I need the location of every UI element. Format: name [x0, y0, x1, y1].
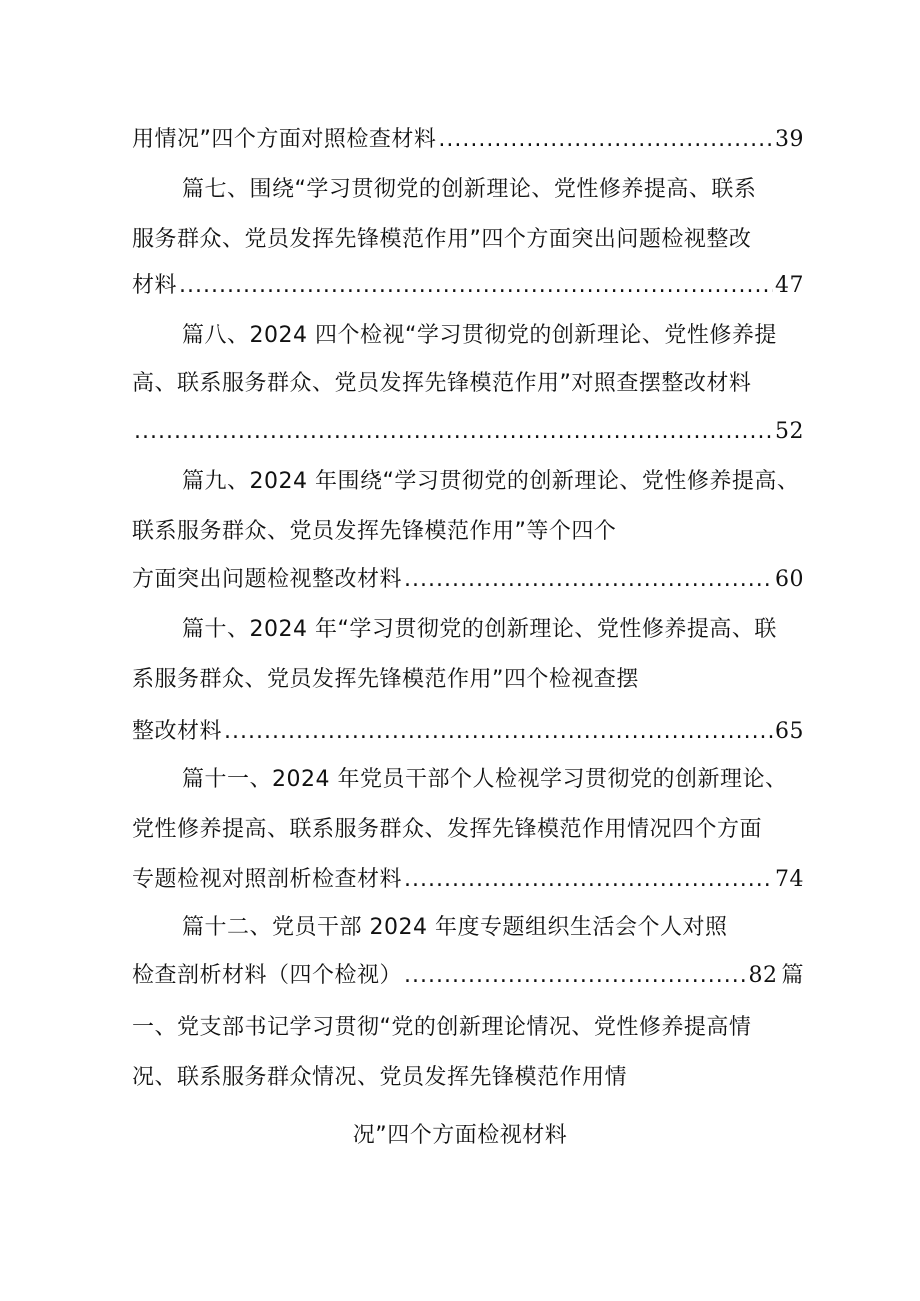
- toc-page-number: 47: [775, 273, 804, 298]
- toc-leader-dots: [134, 414, 773, 450]
- toc-leader-dots: [224, 714, 773, 750]
- article-prefix: 篇: [781, 963, 804, 988]
- toc-entry-11-line-1[interactable]: 篇十一、2024 年党员干部个人检视学习贯彻党的创新理论、: [182, 767, 788, 792]
- toc-leader-dots: [438, 122, 773, 158]
- toc-entry-8-line-1[interactable]: 篇八、2024 四个检视“学习贯彻党的创新理论、党性修养提: [182, 323, 777, 348]
- toc-leader-dots: [404, 862, 773, 898]
- article-1-heading-line-1: 一、党支部书记学习贯彻“党的创新理论情况、党性修养提高情: [132, 1015, 752, 1040]
- toc-entry-text: 整改材料: [132, 719, 223, 744]
- toc-entry-10-line-2[interactable]: 系服务群众、党员发挥先锋模范作用”四个检视查摆: [132, 667, 639, 692]
- toc-entry-10-line-3[interactable]: [132, 714, 804, 750]
- toc-leader-dots: [404, 562, 773, 598]
- toc-entry-text: 专题检视对照剖析检查材料: [132, 867, 403, 892]
- toc-entry-8-line-3[interactable]: [132, 414, 804, 450]
- toc-entry-9-line-3[interactable]: [132, 562, 804, 598]
- toc-entry-text: 材料: [132, 273, 178, 298]
- toc-entry-8-line-2[interactable]: 高、联系服务群众、党员发挥先锋模范作用”对照查摆整改材料: [132, 371, 752, 396]
- toc-entry-12-line-2[interactable]: [132, 958, 804, 994]
- toc-leader-dots: [404, 958, 746, 994]
- toc-entry-9-line-2[interactable]: 联系服务群众、党员发挥先锋模范作用”等个四个: [132, 519, 617, 544]
- toc-page-number: 65: [775, 719, 804, 744]
- toc-entry-11-line-2[interactable]: 党性修养提高、联系服务群众、发挥先锋模范作用情况四个方面: [132, 817, 763, 842]
- toc-entry-text: 检查剖析材料（四个检视）: [132, 963, 403, 988]
- toc-entry-9-line-1[interactable]: 篇九、2024 年围绕“学习贯彻党的创新理论、党性修养提高、: [182, 469, 800, 494]
- toc-page-number: 82: [748, 963, 778, 988]
- toc-page-number: 52: [775, 419, 804, 444]
- toc-entry-7-line-1[interactable]: 篇七、围绕“学习贯彻党的创新理论、党性修养提高、联系: [182, 177, 757, 202]
- toc-entry-10-line-1[interactable]: 篇十、2024 年“学习贯彻党的创新理论、党性修养提高、联: [182, 617, 777, 642]
- toc-page-number: 74: [775, 867, 804, 892]
- toc-entry-6-tail[interactable]: [132, 122, 804, 158]
- toc-page-number: 60: [775, 567, 804, 592]
- toc-entry-7-line-3[interactable]: [132, 268, 804, 304]
- toc-leader-dots: [179, 268, 773, 304]
- article-1-title-tail: 况”四个方面检视材料: [352, 1123, 568, 1148]
- article-1-heading-line-2: 况、联系服务群众情况、党员发挥先锋模范作用情: [132, 1065, 628, 1090]
- toc-page-number: 39: [775, 127, 804, 152]
- toc-entry-12-line-1[interactable]: 篇十二、党员干部 2024 年度专题组织生活会个人对照: [182, 915, 728, 940]
- toc-entry-text: 方面突出问题检视整改材料: [132, 567, 403, 592]
- toc-entry-text: 用情况”四个方面对照检查材料: [132, 127, 437, 152]
- toc-entry-7-line-2[interactable]: 服务群众、党员发挥先锋模范作用”四个方面突出问题检视整改: [132, 227, 752, 252]
- toc-entry-11-line-3[interactable]: [132, 862, 804, 898]
